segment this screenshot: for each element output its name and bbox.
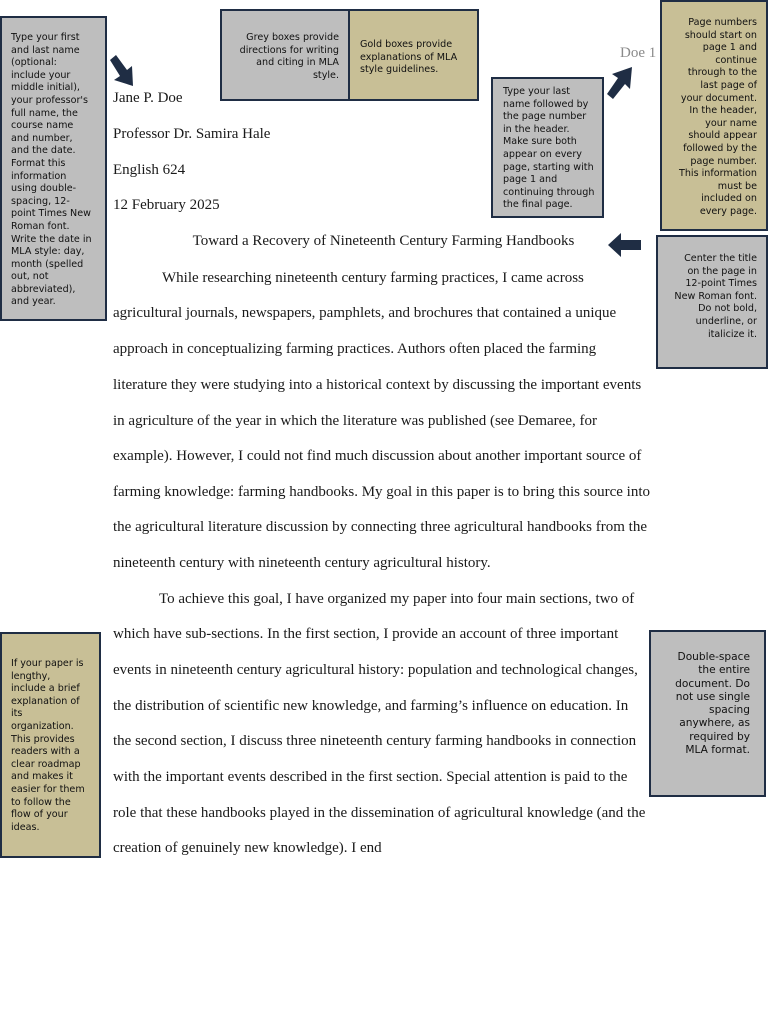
box-line: to follow the [11,796,71,808]
box-line: your document. [680,92,757,104]
box-line: MLA style: day, [11,246,85,258]
box-line: Write the date in [11,233,92,245]
body-line: farming knowledge: farming handbooks. My goal in this paper is to bring this source into [113,484,650,500]
box-line: ideas. [11,821,40,833]
box-line: explanations of MLA [360,51,458,63]
box-line: month (spelled [11,258,84,270]
arrow-down-right-icon [108,54,136,88]
box-line: flow of your [11,809,68,821]
box-line: included on [701,193,757,205]
box-line: information [11,170,67,182]
box-line: continuing through [503,186,595,198]
box-line: Do not bold, [698,303,757,315]
header-instructions-box [491,77,604,218]
box-line: should start on [684,29,757,41]
box-line: through to the [687,67,757,79]
box-line: readers with a [11,746,80,758]
box-line: Type your first [11,32,80,43]
body-line: role that these handbooks played in the dissemination of agricultural knowledge (and the [113,805,646,821]
box-line: must be [717,180,757,192]
box-line: and the date. [11,145,76,157]
box-line: should appear [688,130,757,142]
box-line: required by [689,730,750,743]
roadmap-explanation-box [0,632,101,858]
box-line: style guidelines. [360,64,439,76]
box-line: Format this [11,157,66,169]
page-numbers-explanation-box [660,0,768,231]
body-line: agricultural journals, newspapers, pamphlets, and brochures that contained a unique [113,305,617,321]
box-line: appear on every [503,148,582,160]
box-line: point Times New [11,208,91,220]
box-line: on the page in [687,265,757,277]
box-line: This provides [11,733,75,745]
box-line: followed by the [683,142,757,154]
box-line: spacing [709,704,750,717]
title-instructions-box [656,235,768,369]
body-line: approach in conceptualizing farming practices. Authors often placed the farming [113,341,597,357]
body-line: creation of genuinely new knowledge). I end [113,840,382,856]
box-line: the entire [698,664,750,677]
box-line: underline, or [695,315,757,327]
body-line: example). However, I could not find much discussion about another important source of [113,448,642,464]
box-line: New Roman font. [674,290,757,302]
box-line: full name, the [11,107,78,119]
box-line: style. [312,69,339,81]
box-line: include a brief [11,683,80,695]
box-line: and citing in MLA [256,57,339,69]
box-line: Double-space [677,651,750,663]
box-line: the final page. [503,199,573,211]
body-line: with the important events described in the first section. Special attention is paid to the [113,769,628,785]
body-line: events in nineteenth century agricultural history: population and technological changes, [113,662,638,678]
box-line: Page numbers [688,17,757,28]
double-space-instructions-box [649,630,766,797]
box-line: out, not [11,271,49,283]
gold-legend-box [348,9,479,101]
box-line: This information [678,168,757,180]
box-line: italicize it. [707,328,757,340]
box-line: easier for them [11,783,85,795]
box-line: continue [715,54,757,66]
box-line: organization. [11,720,74,732]
box-line: abbreviated), [11,283,76,295]
box-line: (optional: [11,57,57,69]
body-line: While researching nineteenth century farming practices, I came across [162,270,584,286]
body-line: the agricultural literature discussion by connecting three agricultural handbooks from the [113,519,647,535]
box-line: If your paper is [11,658,84,669]
box-line: name followed by [503,98,589,110]
box-line: page, starting with [503,161,594,173]
body-line: which have sub-sections. In the first section, I provide an account of three important [113,626,619,642]
running-header: Doe 1 [620,45,657,61]
box-line: and year. [11,296,56,308]
box-line: and last name [11,44,80,56]
body-line: nineteenth century with nineteenth century agricultural history. [113,555,491,571]
box-line: anywhere, as [679,717,750,730]
box-line: page 1 and [503,174,558,186]
box-line: its [11,708,23,720]
professor-name: Professor Dr. Samira Hale [113,126,271,142]
body-line: the second section, I discuss three nineteenth century farming handbooks in connection [113,733,637,749]
box-line: middle initial), [11,82,80,94]
box-line: spacing, 12- [11,195,70,207]
box-line: your professor's [11,94,89,106]
box-line: lengthy, [11,670,51,682]
box-line: Type your last [503,86,571,97]
paper-date: 12 February 2025 [113,197,220,213]
grey-legend-box [220,9,350,101]
box-line: clear roadmap [11,758,81,770]
box-line: In the header, [689,105,757,117]
box-line: include your [11,69,71,81]
box-line: course name [11,120,74,132]
box-line: and makes it [11,771,73,783]
body-line: To achieve this goal, I have organized my paper into four main sections, two of [159,591,635,607]
box-line: in the header. [503,123,570,135]
box-line: document. Do [675,677,750,690]
course-name: English 624 [113,162,186,178]
heading-instructions-box [0,16,107,321]
box-line: directions for writing [239,44,339,56]
box-line: and number, [11,132,73,144]
box-line: Center the title [684,253,757,264]
arrow-up-right-icon [604,64,634,100]
box-line: last page of [700,79,757,91]
body-line: the distribution of scientific new knowledge, and farming’s influence on education. In [113,698,629,714]
body-line: literature they were studying into a historical context by discussing the important events [113,377,642,393]
box-line: your name [705,117,757,129]
box-line: MLA format. [685,744,750,757]
box-line: every page. [699,205,757,217]
box-line: Make sure both [503,136,577,148]
box-line: explanation of [11,695,80,707]
body-line: in agriculture of the year in which the literature was published (see Demaree, for [113,413,597,429]
box-line: Grey boxes provide [246,32,339,43]
box-line: the page number [503,111,587,123]
paper-title: Toward a Recovery of Nineteenth Century Farming Handbooks [192,233,575,249]
box-line: not use single [675,690,750,703]
box-line: page number. [690,155,757,167]
student-name: Jane P. Doe [113,90,183,106]
box-line: 12-point Times [685,278,757,290]
box-line: Roman font. [11,220,70,232]
box-line: page 1 and [702,42,757,54]
box-line: Gold boxes provide [360,39,453,50]
box-line: using double- [11,183,77,195]
